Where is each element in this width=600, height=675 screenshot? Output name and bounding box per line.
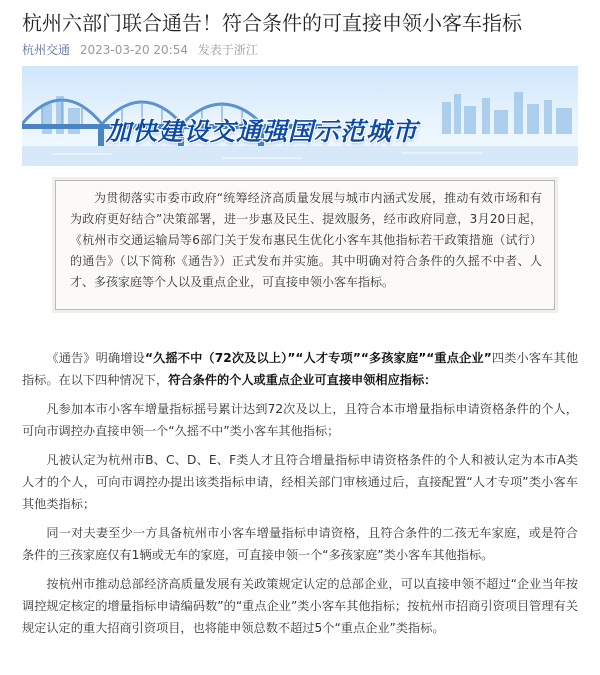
- body-paragraph-5: 按杭州市推动总部经济高质量发展有关政策规定认定的总部企业，可以直接申领不超过“企业当年按调控规定核定的增量指标申请编码数”的“重点企业”类小客车其他指标；按杭州市招商引资项目管理有关规定认定的重大招商引资项目，也将能申领总数不超过5个“重点企业”类指标。: [22, 577, 578, 635]
- body-paragraph-4: 同一对夫妻至少一方具备杭州市小客车增量指标申请资格，且符合条件的二孩无车家庭，或是符合条件的三孩家庭仅有1辆或无车的家庭，可直接申领一个“多孩家庭”类小客车其他指标。: [22, 526, 578, 562]
- account-name-link[interactable]: 杭州交通: [22, 43, 71, 57]
- publish-datetime: 2023-03-20 20:54: [79, 43, 188, 57]
- body-paragraph-2: 凡参加本市小客车增量指标摇号累计达到72次及以上，且符合本市增量指标申请资格条件的个人，可向市调控办直接申领一个“久摇不中”类小客车其他指标；: [22, 402, 578, 438]
- article-banner: [22, 66, 578, 166]
- intro-paragraph: 为贯彻落实市委市政府“统筹经济高质量发展与城市内涵式发展，推动有效市场和有为政府更好结合”决策部署，进一步惠及民生、提效服务，经市政府同意，3月20日起，《杭州市交通运输局等6部门关于发布惠民生优化小客车其他指标若干政策措施（试行）的通告》（以下简称《通告》）正式发布并实施。其中明确对符合条件的久摇不中者、人才、多孩家庭等个人以及重点企业，可直接申领小客车指标。: [70, 191, 542, 289]
- body-paragraph-1: [22, 347, 578, 391]
- article-title: 杭州六部门联合通告！符合条件的可直接申领小客车指标: [22, 11, 522, 35]
- p1-bold-1: “久摇不中（72次及以上）”“人才专项”“多孩家庭”“重点企业”: [144, 351, 492, 365]
- banner-slogan: 加快建设交通强国示范城市: [106, 117, 419, 146]
- p1-text-2: 四类小客车其他指标。在以下四种情况下，: [22, 351, 579, 387]
- article-meta: [22, 42, 264, 58]
- p1-text-1: 《通告》明确增设: [46, 351, 145, 365]
- article-body: [22, 347, 578, 646]
- body-paragraph-3: 凡被认定为杭州市B、C、D、E、F类人才且符合增量指标申请资格条件的个人和被认定为本市A类人才的个人，可向市调控办提出该类指标申请，经相关部门审核通过后，直接配置“人才专项”类小客车其他类指标；: [22, 453, 578, 511]
- publish-location: 发表于浙江: [197, 43, 258, 57]
- p1-bold-2: 符合条件的个人或重点企业可直接申领相应指标：: [168, 373, 437, 387]
- intro-quote-box: [55, 180, 555, 310]
